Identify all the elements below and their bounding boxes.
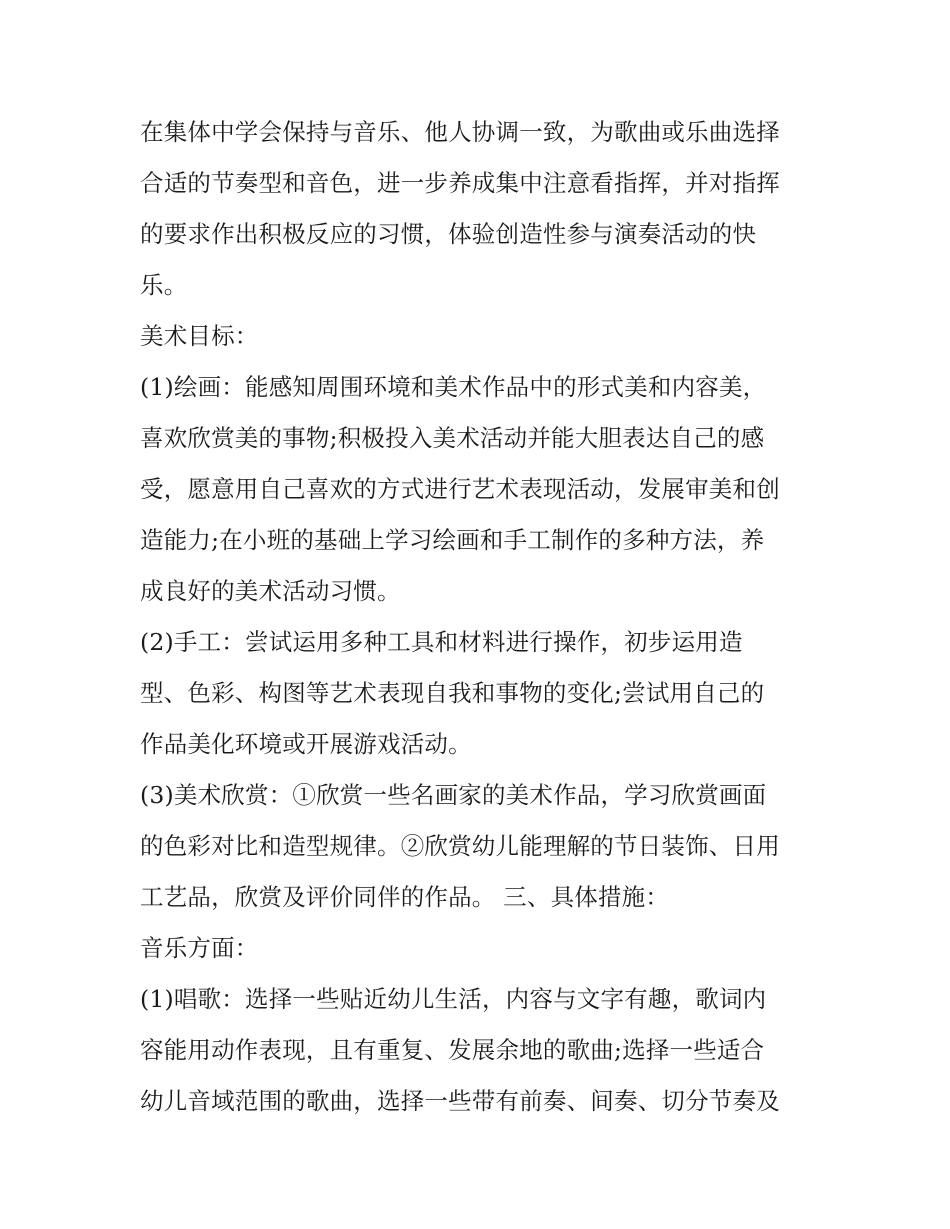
- document-body: [140, 107, 830, 1127]
- text-line: (2)手工：尝试运用多种工具和材料进行操作，初步运用造: [140, 628, 743, 656]
- text-line: (1)绘画：能感知周围环境和美术作品中的形式美和内容美，: [140, 373, 767, 401]
- text-line: 的色彩对比和造型规律。②欣赏幼儿能理解的节日装饰、日用: [140, 832, 780, 860]
- text-line: 成良好的美术活动习惯。: [140, 577, 401, 605]
- text-line: 型、色彩、构图等艺术表现自我和事物的变化;尝试用自己的: [140, 679, 765, 707]
- section-heading-music: 音乐方面：: [140, 934, 259, 962]
- text-line: 合适的节奏型和音色，进一步养成集中注意看指挥，并对指挥: [140, 169, 780, 197]
- text-line: 工艺品，欣赏及评价同伴的作品。 三、具体措施：: [140, 883, 670, 911]
- text-line: 容能用动作表现，且有重复、发展余地的歌曲;选择一些适合: [140, 1036, 765, 1064]
- text-line: 喜欢欣赏美的事物;积极投入美术活动并能大胆表达自己的感: [140, 424, 765, 452]
- text-line: (3)美术欣赏：①欣赏一些名画家的美术作品，学习欣赏画面: [140, 781, 767, 809]
- text-line: 造能力;在小班的基础上学习绘画和手工制作的多种方法，养: [140, 526, 765, 554]
- text-line: 受，愿意用自己喜欢的方式进行艺术表现活动，发展审美和创: [140, 475, 780, 503]
- text-line: 乐。: [140, 271, 188, 299]
- text-line: 的要求作出积极反应的习惯，体验创造性参与演奏活动的快: [140, 220, 757, 248]
- text-line: (1)唱歌：选择一些贴近幼儿生活，内容与文字有趣，歌词内: [140, 985, 767, 1013]
- text-line: 幼儿音域范围的歌曲，选择一些带有前奏、间奏、切分节奏及: [140, 1087, 780, 1115]
- text-line: 作品美化环境或开展游戏活动。: [140, 730, 472, 758]
- text-line: 在集体中学会保持与音乐、他人协调一致，为歌曲或乐曲选择: [140, 118, 780, 146]
- section-heading-art-goals: 美术目标：: [140, 322, 259, 350]
